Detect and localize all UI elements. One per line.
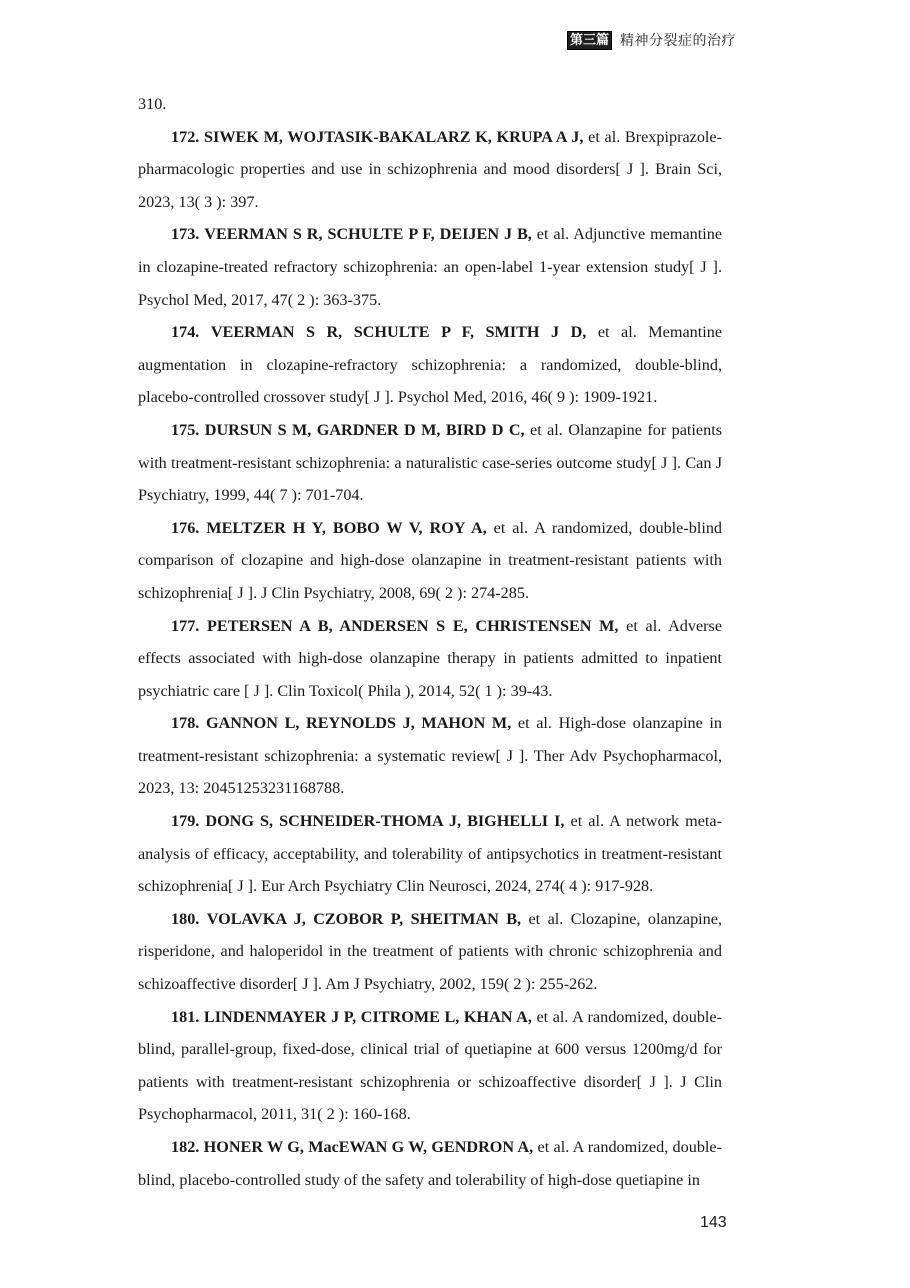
reference-item — [138, 512, 722, 610]
reference-details: et al. Memantine augmentation in clozapine-refractory schizophrenia: a randomized, double-blind, placebo-controlled crossover study[ J ]. Psychol Med, 2016, 46( 9 ): 1909-1921. — [138, 323, 722, 407]
running-header — [567, 30, 736, 50]
reference-authors: LINDENMAYER J P, CITROME L, KHAN A, — [203, 1007, 532, 1026]
reference-authors: MELTZER H Y, BOBO W V, ROY A, — [206, 518, 487, 537]
reference-details: et al. A randomized, double-blind comparison of clozapine and high-dose olanzapine in treatment-resistant patients with schizophrenia[ J ]. J Clin Psychiatry, 2008, 69( 2 ): 274-285. — [138, 518, 723, 602]
reference-item — [138, 805, 722, 903]
reference-authors: VEERMAN S R, SCHULTE P F, DEIJEN J B, — [204, 225, 532, 244]
part-label-box: 第三篇 — [567, 31, 612, 50]
reference-number: 175. — [171, 420, 200, 439]
reference-details: et al. A randomized, double-blind, parallel-group, fixed-dose, clinical trial of quetiapine at 600 versus 1200mg/d for patients with treatment-resistant schizophrenia or schizoaffective disorder[ J ]. J Clin Psychopharmacol, 2011, 31( 2 ): 160-168. — [138, 1007, 723, 1124]
reference-item — [138, 1001, 722, 1131]
reference-number: 173. — [171, 225, 200, 244]
reference-authors: HONER W G, MacEWAN G W, GENDRON A, — [203, 1138, 534, 1156]
reference-number: 172. — [171, 127, 200, 146]
reference-details: et al. A network meta-analysis of efficacy, acceptability, and tolerability of antipsychotics in treatment-resistant schizophrenia[ J ]. Eur Arch Psychiatry Clin Neurosci, 2024, 274( 4 ): 917-928. — [138, 812, 722, 896]
reference-authors: PETERSEN A B, ANDERSEN S E, CHRISTENSEN M, — [207, 616, 619, 635]
reference-item — [138, 414, 722, 512]
reference-details: et al. Clozapine, olanzapine, risperidone, and haloperidol in the treatment of patients with chronic schizophrenia and schizoaffective disorder[ J ]. Am J Psychiatry, 2002, 159( 2 ): 255-262. — [138, 909, 723, 994]
reference-list — [138, 88, 722, 1196]
reference-details: et al. Adverse effects associated with high-dose olanzapine therapy in patients admitted to inpatient psychiatric care [ J ]. Clin Toxicol( Phila ), 2014, 52( 1 ): 39-43. — [138, 616, 723, 700]
reference-number: 180. — [171, 909, 200, 928]
reference-details: et al. Adjunctive memantine in clozapine-treated refractory schizophrenia: an open-label 1-year extension study[ J ]. Psychol Med, 2017, 47( 2 ): 363-375. — [138, 225, 723, 309]
reference-number: 181. — [171, 1007, 200, 1026]
reference-item — [138, 903, 722, 1001]
reference-authors: DURSUN S M, GARDNER D M, BIRD D C, — [204, 420, 525, 439]
reference-authors: VEERMAN S R, SCHULTE P F, SMITH J D, — [210, 323, 587, 342]
reference-number: 177. — [171, 616, 200, 635]
chapter-title: 精神分裂症的治疗 — [620, 33, 737, 49]
reference-item — [138, 1131, 722, 1196]
reference-authors: VOLAVKA J, CZOBOR P, SHEITMAN B, — [206, 909, 522, 928]
reference-continuation: 310. — [138, 95, 167, 113]
reference-authors: GANNON L, REYNOLDS J, MAHON M, — [205, 714, 512, 733]
reference-details: et al. A randomized, double-blind, placebo-controlled study of the safety and tolerability of high-dose quetiapine in — [138, 1138, 723, 1189]
reference-item — [138, 218, 722, 316]
reference-number: 182. — [171, 1138, 200, 1156]
reference-number: 176. — [171, 518, 200, 537]
reference-details: et al. High-dose olanzapine in treatment-resistant schizophrenia: a systematic review[ J ]. Ther Adv Psychopharmacol, 2023, 13: 20451253231168788. — [138, 714, 723, 798]
reference-authors: SIWEK M, WOJTASIK-BAKALARZ K, KRUPA A J, — [204, 127, 584, 146]
reference-number: 179. — [171, 812, 200, 831]
reference-item — [138, 316, 722, 414]
reference-authors: DONG S, SCHNEIDER-THOMA J, BIGHELLI I, — [205, 812, 565, 831]
reference-details: et al. Olanzapine for patients with treatment-resistant schizophrenia: a naturalistic case-series outcome study[ J ]. Can J Psychiatry, 1999, 44( 7 ): 701-704. — [138, 420, 722, 505]
reference-item — [138, 707, 722, 805]
reference-item — [138, 121, 722, 219]
reference-number: 178. — [171, 714, 200, 733]
reference-details: et al. Brexpiprazole-pharmacologic properties and use in schizophrenia and mood disorders[ J ]. Brain Sci, 2023, 13( 3 ): 397. — [138, 127, 723, 211]
page-number: 143 — [700, 1214, 727, 1231]
reference-number: 174. — [171, 323, 200, 342]
reference-item — [138, 610, 722, 708]
